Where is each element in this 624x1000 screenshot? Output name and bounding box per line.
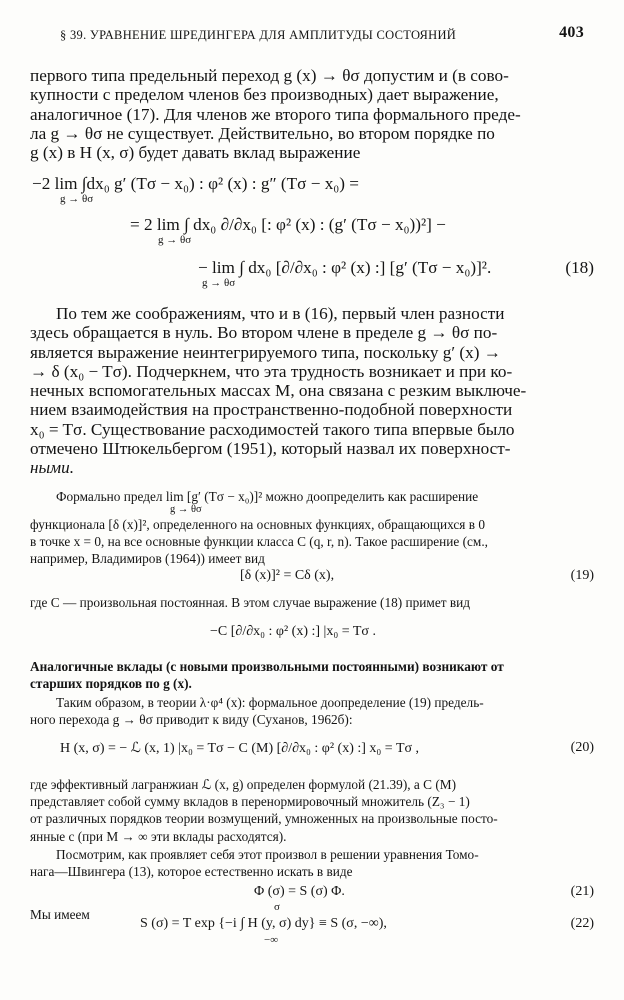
equation-number: (21)	[570, 884, 594, 899]
equation-18-line-3: − lim ∫ dx₀ [∂/∂x₀ : φ² (x) :] [g′ (Tσ − x₀)]².	[198, 258, 492, 277]
equation-21: Φ (σ) = S (σ) Φ.	[254, 884, 345, 899]
text-line: от различных порядков теории возмущений, умноженных на произвольные посто-	[30, 811, 498, 827]
equation-number: (19)	[570, 568, 594, 583]
text-line: янные c (при M → ∞ эти вклады расходятся).	[30, 828, 287, 844]
small-paragraph-1	[30, 488, 594, 505]
text-line: функционала [δ (x)]², определенного на основных функциях, обращающихся в 0	[30, 517, 485, 532]
text-line: ными.	[30, 458, 75, 478]
text-line: является выражение неинтегрируемого типа, поскольку g′ (x) →	[30, 342, 501, 362]
text-line: → δ (x₀ − Tσ). Подчеркнем, что эта трудность возникает и при ко-	[30, 361, 513, 381]
text-line: здесь обращается в нуль. Во втором члене в пределе g → θσ по-	[30, 323, 498, 343]
text-line: аналогичное (17). Для членов же второго типа формального преде-	[30, 104, 521, 124]
small-paragraph-1-cont	[30, 516, 594, 568]
limit-subscript: g → θσ	[60, 193, 94, 205]
integral-lower-limit: −∞	[264, 934, 279, 946]
text-line: нага—Швингера (13), которое естественно искать в виде	[30, 864, 353, 880]
text-line: где C — произвольная постоянная. В этом случае выражение (18) примет вид	[30, 595, 471, 610]
page-number: 403	[559, 24, 584, 41]
text-line: x₀ = Tσ. Существование расходимостей такого типа впервые было	[30, 419, 515, 439]
text-line: Таким образом, в теории λ·φ⁴ (x): формальное доопределение (19) предель-	[56, 695, 484, 710]
text-line: Формально предел lim [g′ (Tσ − x₀)]² можно доопределить как расширение	[56, 489, 479, 504]
small-paragraph-4	[30, 694, 594, 728]
small-paragraph-3	[30, 658, 594, 692]
text-line: представляет собой сумму вкладов в перенормировочный множитель (Z₃ − 1)	[30, 794, 470, 810]
integral-upper-limit: σ	[274, 901, 280, 913]
text-line: g (x) в H (x, σ) будет давать вклад выражение	[30, 143, 361, 163]
text-line: нием взаимодействия на пространственно-подобной поверхности	[30, 400, 513, 420]
equation-number: (18)	[565, 258, 594, 277]
text-line: старших порядков по g (x).	[30, 676, 192, 692]
equation-22: S (σ) = T exp {−i ∫ H (y, σ) dy} ≡ S (σ, −∞),	[140, 916, 387, 931]
text-line: По тем же соображениям, что и в (16), первый член разности	[56, 304, 505, 323]
equation-19: [δ (x)]² = Cδ (x),	[240, 568, 335, 583]
text-line: нечных вспомогательных массах M, она связана с резким выключе-	[30, 381, 527, 401]
text-line: Мы имеем	[30, 907, 90, 922]
small-paragraph-6	[30, 846, 594, 880]
equation-18-line-1: −2 lim ∫dx₀ g′ (Tσ − x₀) : φ² (x) : g″ (Tσ − x₀) =	[32, 174, 359, 193]
paragraph-2	[30, 304, 594, 478]
equation-number: (22)	[570, 916, 594, 931]
text-line: в точке x = 0, на все основные функции класса C (q, r, n). Такое расширение (см.,	[30, 534, 488, 550]
text-line: ного перехода g → θσ приводит к виду (Суханов, 1962б):	[30, 712, 353, 728]
page-header	[60, 24, 584, 46]
text-line: где эффективный лагранжиан ℒ (x, g) определен формулой (21.39), а C (M)	[30, 777, 456, 792]
equation-number: (20)	[570, 740, 594, 755]
text-line: Посмотрим, как проявляет себя этот произвол в решении уравнения Томо-	[56, 847, 479, 862]
equation-18-line-2: = 2 lim ∫ dx₀ ∂/∂x₀ [: φ² (x) : (g′ (Tσ − x₀))²] −	[130, 215, 446, 234]
text-line: купности с пределом членов без производных) дает выражение,	[30, 85, 499, 105]
text-line: например, Владимиров (1964)) имеет вид	[30, 551, 265, 567]
limit-subscript: g → θσ	[158, 234, 192, 246]
limit-subscript: g → θσ	[170, 504, 202, 515]
text-line: отмечено Штюкельбергом (1951), который назвал их поверхност-	[30, 439, 511, 459]
text-line: Аналогичные вклады (с новыми произвольными постоянными) возникают от	[30, 659, 504, 674]
equation-unnumbered: −C [∂/∂x₀ : φ² (x) :] |x₀ = Tσ .	[210, 624, 376, 639]
paragraph-1	[30, 66, 594, 162]
running-title: § 39. УРАВНЕНИЕ ШРЕДИНГЕРА ДЛЯ АМПЛИТУДЫ СОСТОЯНИЙ	[60, 28, 457, 42]
equation-20: H (x, σ) = − ℒ (x, 1) |x₀ = Tσ − C (M) [∂/∂x₀ : φ² (x) :] x₀ = Tσ ,	[60, 741, 420, 756]
small-paragraph-2	[30, 594, 594, 611]
limit-subscript: g → θσ	[202, 277, 236, 289]
text-line: первого типа предельный переход g (x) → θσ допустим и (в сово-	[30, 66, 509, 85]
small-paragraph-5	[30, 776, 594, 845]
text-line: ла g → θσ не существует. Действительно, во втором порядке по	[30, 123, 495, 143]
